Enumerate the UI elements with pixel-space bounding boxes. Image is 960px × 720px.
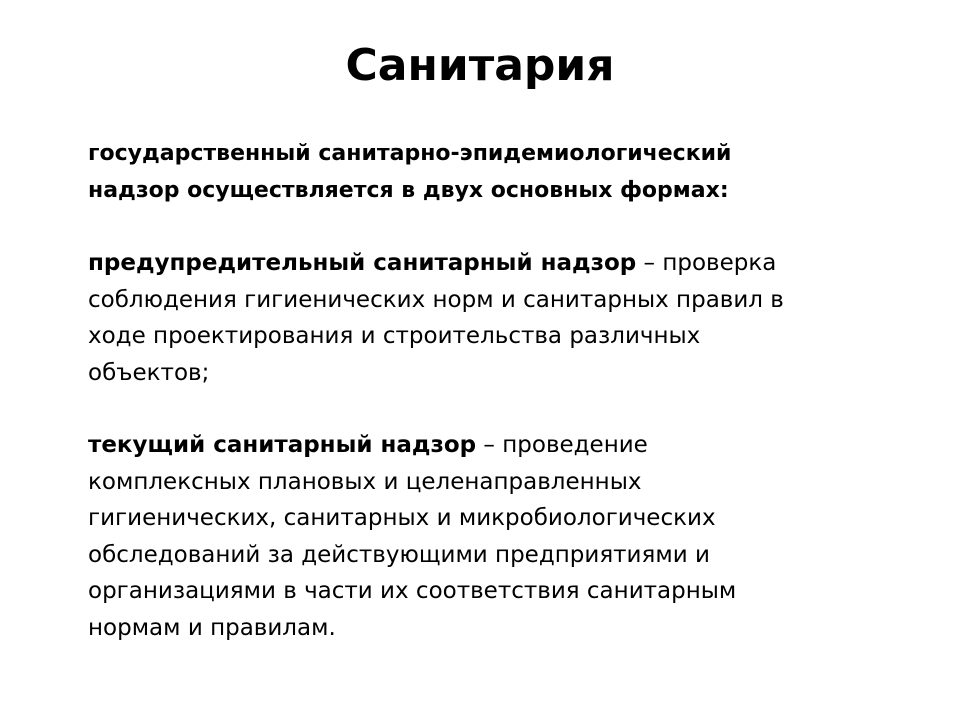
preventive-supervision-paragraph bbox=[88, 245, 908, 391]
intro-paragraph: государственный санитарно-эпидемиологический надзор осуществляется в двух основных формах: bbox=[88, 141, 732, 203]
current-supervision-dash: – bbox=[476, 432, 503, 458]
paragraph-spacer bbox=[88, 391, 908, 427]
current-supervision-definition: проведение комплексных плановых и целенаправленных гигиенических, санитарных и микробиологических обследований за действующими предприятиями и организациями в части их соответствия санитарным нормам и правилам. bbox=[88, 432, 737, 641]
preventive-supervision-term: предупредительный санитарный надзор bbox=[88, 250, 637, 276]
slide-body bbox=[88, 136, 908, 646]
paragraph-spacer bbox=[88, 209, 908, 245]
current-supervision-term: текущий санитарный надзор bbox=[88, 432, 477, 458]
current-supervision-paragraph bbox=[88, 427, 908, 646]
preventive-supervision-definition: проверка соблюдения гигиенических норм и санитарных правил в ходе проектирования и строительства различных объектов; bbox=[88, 250, 784, 386]
preventive-supervision-dash: – bbox=[636, 250, 663, 276]
slide-title: Санитария bbox=[345, 40, 615, 91]
